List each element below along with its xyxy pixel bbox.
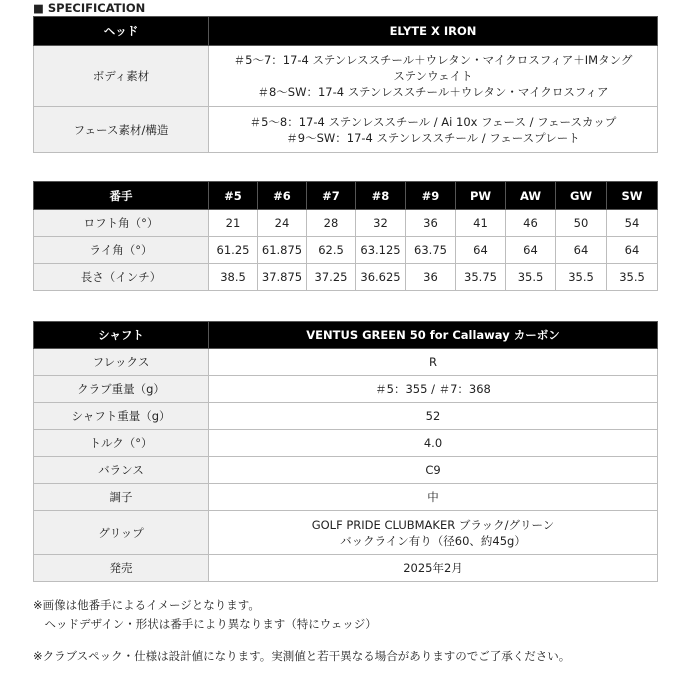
release-value: 2025年2月 xyxy=(209,555,658,582)
head-spec-table xyxy=(33,16,658,153)
loft-value: 32 xyxy=(356,210,406,237)
grip-label: グリップ xyxy=(34,511,209,555)
length-value: 38.5 xyxy=(209,264,258,291)
note-head-design: ヘッドデザイン・形状は番手により異なります（特にウェッジ） xyxy=(33,617,377,631)
head-header-value: ELYTE X IRON xyxy=(209,17,658,46)
column-header: #8 xyxy=(356,182,406,210)
loft-value: 36 xyxy=(406,210,456,237)
grip-value xyxy=(209,511,658,555)
grip-line: GOLF PRIDE CLUBMAKER ブラック/グリーン xyxy=(311,517,555,532)
release-label: 発売 xyxy=(34,555,209,582)
flex-label: フレックス xyxy=(34,349,209,376)
number-header-label: 番手 xyxy=(34,182,209,210)
club-weight-value: ＃5：355 / ＃7：368 xyxy=(209,376,658,403)
column-header: PW xyxy=(456,182,506,210)
lie-value: 63.125 xyxy=(356,237,406,264)
length-value: 36.625 xyxy=(356,264,406,291)
shaft-weight-value: 52 xyxy=(209,403,658,430)
column-header: #5 xyxy=(209,182,258,210)
lie-value: 64 xyxy=(506,237,556,264)
shaft-header-row xyxy=(34,322,658,349)
note-image: ※画像は他番手によるイメージとなります。 xyxy=(33,598,260,612)
column-header: #7 xyxy=(307,182,356,210)
column-header: #6 xyxy=(258,182,307,210)
loft-value: 46 xyxy=(506,210,556,237)
loft-value: 24 xyxy=(258,210,307,237)
column-header: AW xyxy=(506,182,556,210)
balance-row xyxy=(34,457,658,484)
lie-value: 64 xyxy=(456,237,506,264)
column-header: SW xyxy=(607,182,658,210)
loft-value: 50 xyxy=(556,210,607,237)
length-row xyxy=(34,264,658,291)
lie-value: 63.75 xyxy=(406,237,456,264)
kick-point-row xyxy=(34,484,658,511)
torque-value: 4.0 xyxy=(209,430,658,457)
lie-value: 61.875 xyxy=(258,237,307,264)
loft-value: 54 xyxy=(607,210,658,237)
kick-point-value: 中 xyxy=(209,484,658,511)
torque-row xyxy=(34,430,658,457)
body-material-line: ＃5〜7：17-4 ステンレススチール＋ウレタン・マイクロスフィア＋IMタング xyxy=(233,53,633,67)
shaft-header-label: シャフト xyxy=(34,322,209,349)
loft-row xyxy=(34,210,658,237)
length-value: 37.25 xyxy=(307,264,356,291)
torque-label: トルク（°） xyxy=(34,430,209,457)
lie-row xyxy=(34,237,658,264)
head-header-label: ヘッド xyxy=(34,17,209,46)
lie-value: 61.25 xyxy=(209,237,258,264)
length-label: 長さ（インチ） xyxy=(34,264,209,291)
column-header: GW xyxy=(556,182,607,210)
face-material-row xyxy=(34,107,658,153)
balance-label: バランス xyxy=(34,457,209,484)
loft-label: ロフト角（°） xyxy=(34,210,209,237)
body-material-value xyxy=(209,46,658,107)
length-value: 35.75 xyxy=(456,264,506,291)
lie-label: ライ角（°） xyxy=(34,237,209,264)
section-title: ■ SPECIFICATION xyxy=(33,1,146,15)
length-value: 35.5 xyxy=(556,264,607,291)
shaft-header-value: VENTUS GREEN 50 for Callaway カーボン xyxy=(209,322,658,349)
loft-value: 21 xyxy=(209,210,258,237)
lie-value: 64 xyxy=(556,237,607,264)
shaft-spec-table xyxy=(33,321,658,582)
club-number-table xyxy=(33,181,658,291)
length-value: 35.5 xyxy=(506,264,556,291)
head-header-row xyxy=(34,17,658,46)
lie-value: 64 xyxy=(607,237,658,264)
note-spec: ※クラブスペック・仕様は設計値になります。実測値と若干異なる場合がありますのでご了承ください。 xyxy=(33,649,571,663)
column-header: #9 xyxy=(406,182,456,210)
shaft-weight-row xyxy=(34,403,658,430)
shaft-weight-label: シャフト重量（g） xyxy=(34,403,209,430)
face-material-label: フェース素材/構造 xyxy=(34,107,209,153)
body-material-label: ボディ素材 xyxy=(34,46,209,107)
loft-value: 41 xyxy=(456,210,506,237)
body-material-row xyxy=(34,46,658,107)
release-row xyxy=(34,555,658,582)
kick-point-label: 調子 xyxy=(34,484,209,511)
length-value: 35.5 xyxy=(607,264,658,291)
body-material-line: ＃8〜SW：17-4 ステンレススチール＋ウレタン・マイクロスフィア xyxy=(257,85,609,99)
length-value: 37.875 xyxy=(258,264,307,291)
grip-line: バックライン有り（径60、約45g） xyxy=(340,533,526,548)
loft-value: 28 xyxy=(307,210,356,237)
lie-value: 62.5 xyxy=(307,237,356,264)
length-value: 36 xyxy=(406,264,456,291)
grip-row xyxy=(34,511,658,555)
club-weight-row xyxy=(34,376,658,403)
face-material-line: ＃5〜8：17-4 ステンレススチール / Ai 10x フェース / フェースカップ xyxy=(249,114,617,129)
flex-row xyxy=(34,349,658,376)
balance-value: C9 xyxy=(209,457,658,484)
face-material-value xyxy=(209,107,658,153)
club-weight-label: クラブ重量（g） xyxy=(34,376,209,403)
flex-value: R xyxy=(209,349,658,376)
number-header-row xyxy=(34,182,658,210)
face-material-line: ＃9〜SW：17-4 ステンレススチール / フェースプレート xyxy=(286,130,580,145)
body-material-line: ステンウェイト xyxy=(393,69,473,83)
